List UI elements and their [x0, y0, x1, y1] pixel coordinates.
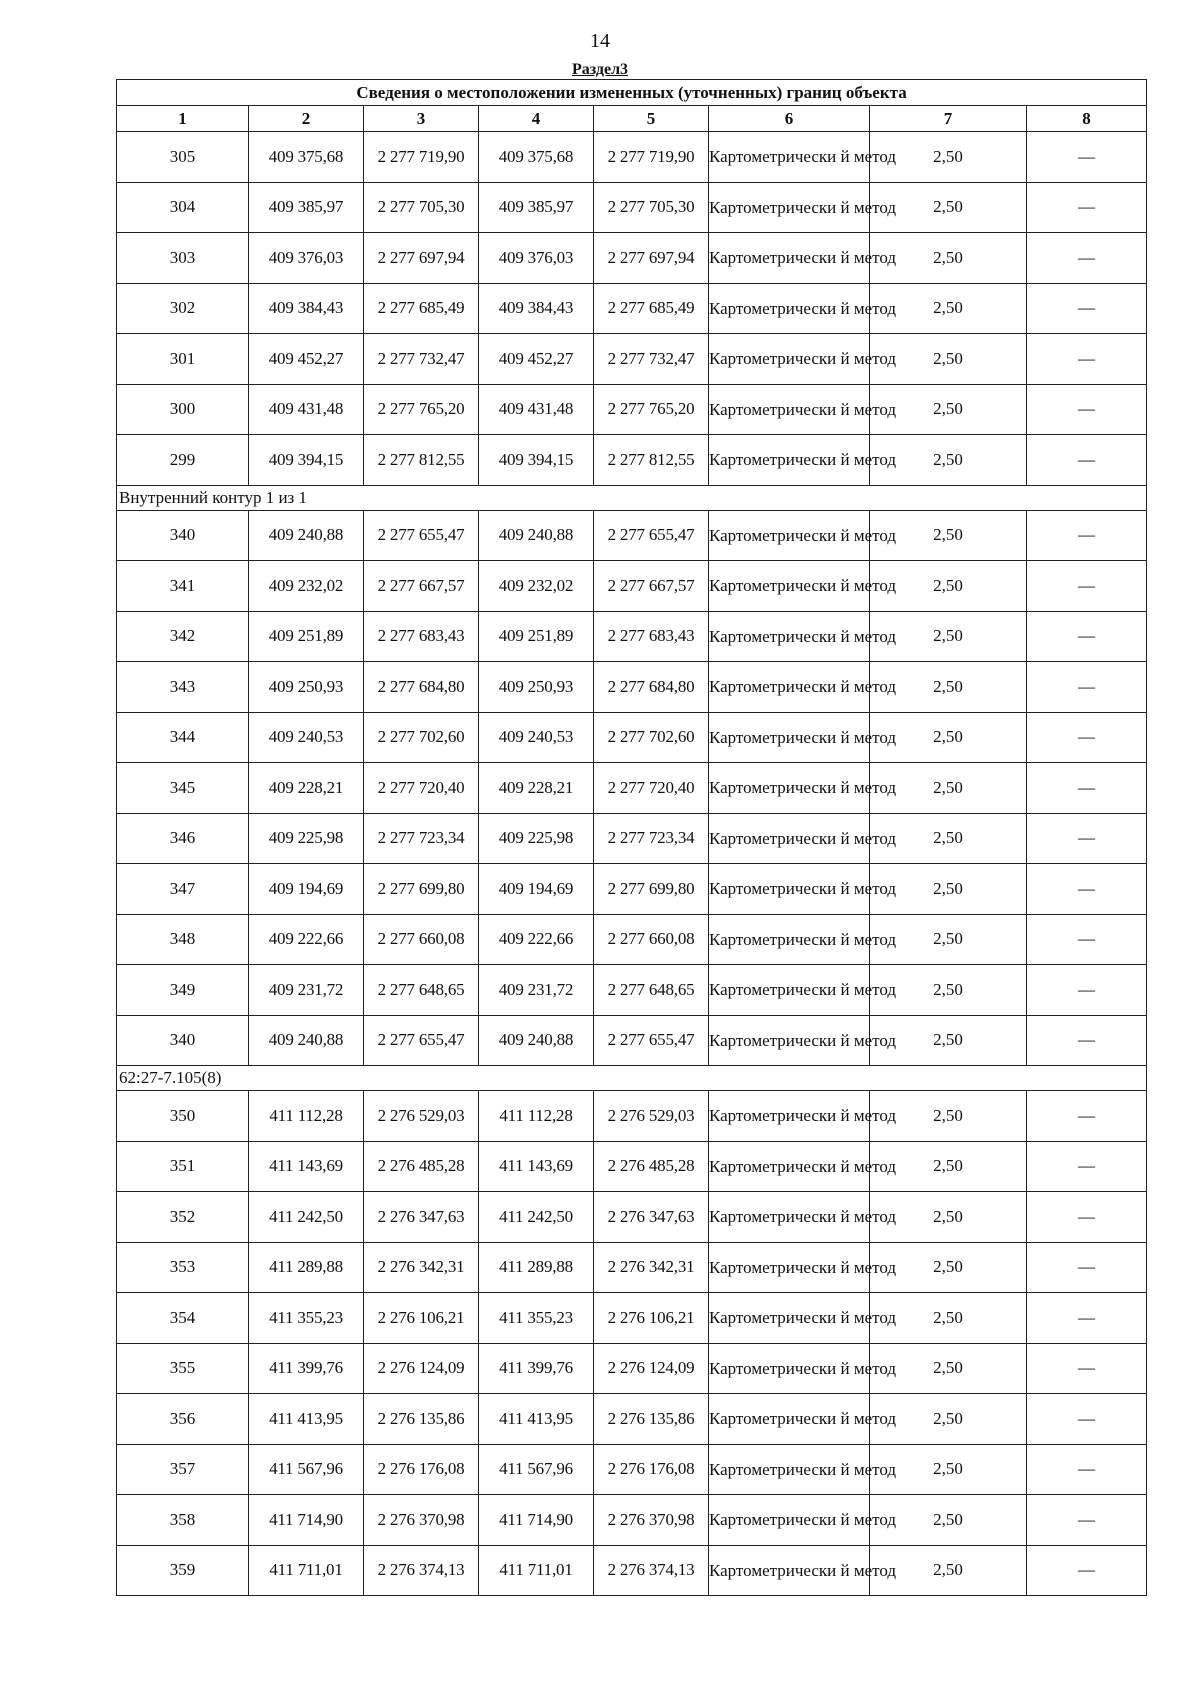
table-row	[117, 1293, 1147, 1344]
method-cell: Картометрически й метод	[709, 1444, 870, 1495]
x-new-cell: 411 112,28	[479, 1091, 594, 1142]
y-new-cell: 2 276 347,63	[594, 1192, 709, 1243]
accuracy-cell: 2,50	[870, 662, 1027, 713]
column-number: 3	[364, 106, 479, 132]
method-cell: Картометрически й метод	[709, 1545, 870, 1596]
contour-group-label: Внутренний контур 1 из 1	[117, 485, 1147, 510]
point-number-cell: 356	[117, 1394, 249, 1445]
method-cell: Картометрически й метод	[709, 435, 870, 486]
y-existing-cell: 2 277 655,47	[364, 1015, 479, 1066]
table-row	[117, 132, 1147, 183]
point-number-cell: 357	[117, 1444, 249, 1495]
method-cell: Картометрически й метод	[709, 611, 870, 662]
accuracy-cell: 2,50	[870, 132, 1027, 183]
y-new-cell: 2 276 370,98	[594, 1495, 709, 1546]
accuracy-cell: 2,50	[870, 1192, 1027, 1243]
x-existing-cell: 409 376,03	[249, 233, 364, 284]
y-existing-cell: 2 276 374,13	[364, 1545, 479, 1596]
x-existing-cell: 409 251,89	[249, 611, 364, 662]
y-existing-cell: 2 276 370,98	[364, 1495, 479, 1546]
x-existing-cell: 409 452,27	[249, 334, 364, 385]
y-existing-cell: 2 276 342,31	[364, 1242, 479, 1293]
table-row	[117, 334, 1147, 385]
table-row	[117, 1091, 1147, 1142]
x-new-cell: 409 394,15	[479, 435, 594, 486]
y-existing-cell: 2 277 812,55	[364, 435, 479, 486]
method-cell: Картометрически й метод	[709, 1192, 870, 1243]
point-number-cell: 354	[117, 1293, 249, 1344]
method-cell: Картометрически й метод	[709, 510, 870, 561]
x-new-cell: 409 232,02	[479, 561, 594, 612]
x-existing-cell: 411 399,76	[249, 1343, 364, 1394]
point-number-cell: 305	[117, 132, 249, 183]
y-new-cell: 2 277 719,90	[594, 132, 709, 183]
boundary-coordinates-table	[116, 79, 1147, 1596]
y-new-cell: 2 276 374,13	[594, 1545, 709, 1596]
description-cell: —	[1027, 1015, 1147, 1066]
y-new-cell: 2 277 812,55	[594, 435, 709, 486]
table-row	[117, 510, 1147, 561]
x-existing-cell: 411 413,95	[249, 1394, 364, 1445]
y-new-cell: 2 277 648,65	[594, 965, 709, 1016]
accuracy-cell: 2,50	[870, 561, 1027, 612]
accuracy-cell: 2,50	[870, 435, 1027, 486]
y-existing-cell: 2 277 723,34	[364, 813, 479, 864]
x-existing-cell: 411 714,90	[249, 1495, 364, 1546]
x-existing-cell: 411 355,23	[249, 1293, 364, 1344]
y-new-cell: 2 276 176,08	[594, 1444, 709, 1495]
y-existing-cell: 2 277 765,20	[364, 384, 479, 435]
table-row	[117, 435, 1147, 486]
accuracy-cell: 2,50	[870, 611, 1027, 662]
description-cell: —	[1027, 1545, 1147, 1596]
method-cell: Картометрически й метод	[709, 561, 870, 612]
method-cell: Картометрически й метод	[709, 182, 870, 233]
x-new-cell: 411 413,95	[479, 1394, 594, 1445]
y-existing-cell: 2 277 705,30	[364, 182, 479, 233]
x-new-cell: 411 711,01	[479, 1545, 594, 1596]
x-existing-cell: 409 228,21	[249, 763, 364, 814]
method-cell: Картометрически й метод	[709, 1495, 870, 1546]
accuracy-cell: 2,50	[870, 1343, 1027, 1394]
point-number-cell: 301	[117, 334, 249, 385]
table-row	[117, 1141, 1147, 1192]
y-new-cell: 2 277 697,94	[594, 233, 709, 284]
method-cell: Картометрически й метод	[709, 1394, 870, 1445]
y-new-cell: 2 277 655,47	[594, 510, 709, 561]
column-number: 2	[249, 106, 364, 132]
accuracy-cell: 2,50	[870, 1545, 1027, 1596]
x-new-cell: 409 231,72	[479, 965, 594, 1016]
table-row	[117, 813, 1147, 864]
x-existing-cell: 409 222,66	[249, 914, 364, 965]
y-new-cell: 2 277 655,47	[594, 1015, 709, 1066]
x-new-cell: 409 240,88	[479, 510, 594, 561]
x-existing-cell: 409 385,97	[249, 182, 364, 233]
description-cell: —	[1027, 662, 1147, 713]
accuracy-cell: 2,50	[870, 914, 1027, 965]
description-cell: —	[1027, 384, 1147, 435]
x-existing-cell: 411 143,69	[249, 1141, 364, 1192]
x-existing-cell: 411 289,88	[249, 1242, 364, 1293]
point-number-cell: 352	[117, 1192, 249, 1243]
method-cell: Картометрически й метод	[709, 1293, 870, 1344]
y-existing-cell: 2 276 529,03	[364, 1091, 479, 1142]
y-new-cell: 2 276 106,21	[594, 1293, 709, 1344]
point-number-cell: 340	[117, 1015, 249, 1066]
accuracy-cell: 2,50	[870, 510, 1027, 561]
description-cell: —	[1027, 132, 1147, 183]
x-new-cell: 411 355,23	[479, 1293, 594, 1344]
x-new-cell: 411 289,88	[479, 1242, 594, 1293]
method-cell: Картометрически й метод	[709, 1343, 870, 1394]
point-number-cell: 350	[117, 1091, 249, 1142]
point-number-cell: 341	[117, 561, 249, 612]
table-row	[117, 384, 1147, 435]
description-cell: —	[1027, 334, 1147, 385]
table-row	[117, 611, 1147, 662]
accuracy-cell: 2,50	[870, 1444, 1027, 1495]
y-existing-cell: 2 276 347,63	[364, 1192, 479, 1243]
description-cell: —	[1027, 1343, 1147, 1394]
y-new-cell: 2 277 702,60	[594, 712, 709, 763]
x-new-cell: 411 714,90	[479, 1495, 594, 1546]
table-row	[117, 561, 1147, 612]
section-title: Раздел3	[571, 61, 629, 78]
point-number-cell: 346	[117, 813, 249, 864]
point-number-cell: 344	[117, 712, 249, 763]
point-number-cell: 340	[117, 510, 249, 561]
y-new-cell: 2 277 732,47	[594, 334, 709, 385]
y-existing-cell: 2 277 702,60	[364, 712, 479, 763]
x-new-cell: 409 194,69	[479, 864, 594, 915]
x-new-cell: 409 240,88	[479, 1015, 594, 1066]
x-new-cell: 411 242,50	[479, 1192, 594, 1243]
y-existing-cell: 2 277 684,80	[364, 662, 479, 713]
y-existing-cell: 2 276 485,28	[364, 1141, 479, 1192]
method-cell: Картометрически й метод	[709, 1141, 870, 1192]
description-cell: —	[1027, 914, 1147, 965]
accuracy-cell: 2,50	[870, 1394, 1027, 1445]
x-existing-cell: 409 232,02	[249, 561, 364, 612]
x-existing-cell: 409 240,53	[249, 712, 364, 763]
accuracy-cell: 2,50	[870, 1015, 1027, 1066]
x-new-cell: 409 251,89	[479, 611, 594, 662]
y-new-cell: 2 277 720,40	[594, 763, 709, 814]
y-existing-cell: 2 276 106,21	[364, 1293, 479, 1344]
description-cell: —	[1027, 1192, 1147, 1243]
y-new-cell: 2 277 660,08	[594, 914, 709, 965]
table-row	[117, 233, 1147, 284]
x-new-cell: 409 225,98	[479, 813, 594, 864]
page-number: 14	[590, 30, 610, 52]
point-number-cell: 348	[117, 914, 249, 965]
description-cell: —	[1027, 1293, 1147, 1344]
x-new-cell: 409 240,53	[479, 712, 594, 763]
accuracy-cell: 2,50	[870, 1242, 1027, 1293]
x-new-cell: 409 376,03	[479, 233, 594, 284]
y-new-cell: 2 276 342,31	[594, 1242, 709, 1293]
y-existing-cell: 2 277 685,49	[364, 283, 479, 334]
column-number: 5	[594, 106, 709, 132]
point-number-cell: 358	[117, 1495, 249, 1546]
y-new-cell: 2 277 684,80	[594, 662, 709, 713]
table-row	[117, 914, 1147, 965]
method-cell: Картометрически й метод	[709, 233, 870, 284]
accuracy-cell: 2,50	[870, 334, 1027, 385]
point-number-cell: 355	[117, 1343, 249, 1394]
x-existing-cell: 409 250,93	[249, 662, 364, 713]
point-number-cell: 304	[117, 182, 249, 233]
accuracy-cell: 2,50	[870, 384, 1027, 435]
accuracy-cell: 2,50	[870, 283, 1027, 334]
description-cell: —	[1027, 712, 1147, 763]
y-existing-cell: 2 277 720,40	[364, 763, 479, 814]
contour-group-label: 62:27-7.105(8)	[117, 1066, 1147, 1091]
description-cell: —	[1027, 1091, 1147, 1142]
table-row	[117, 182, 1147, 233]
description-cell: —	[1027, 813, 1147, 864]
x-existing-cell: 409 375,68	[249, 132, 364, 183]
y-new-cell: 2 277 705,30	[594, 182, 709, 233]
x-existing-cell: 409 394,15	[249, 435, 364, 486]
y-existing-cell: 2 276 124,09	[364, 1343, 479, 1394]
method-cell: Картометрически й метод	[709, 132, 870, 183]
method-cell: Картометрически й метод	[709, 283, 870, 334]
x-new-cell: 409 431,48	[479, 384, 594, 435]
description-cell: —	[1027, 864, 1147, 915]
x-existing-cell: 411 567,96	[249, 1444, 364, 1495]
y-existing-cell: 2 277 683,43	[364, 611, 479, 662]
description-cell: —	[1027, 182, 1147, 233]
accuracy-cell: 2,50	[870, 1091, 1027, 1142]
method-cell: Картометрически й метод	[709, 384, 870, 435]
x-new-cell: 411 143,69	[479, 1141, 594, 1192]
y-existing-cell: 2 277 732,47	[364, 334, 479, 385]
accuracy-cell: 2,50	[870, 712, 1027, 763]
x-existing-cell: 409 194,69	[249, 864, 364, 915]
description-cell: —	[1027, 1141, 1147, 1192]
description-cell: —	[1027, 1495, 1147, 1546]
x-new-cell: 411 399,76	[479, 1343, 594, 1394]
point-number-cell: 343	[117, 662, 249, 713]
method-cell: Картометрически й метод	[709, 712, 870, 763]
table-row	[117, 965, 1147, 1016]
method-cell: Картометрически й метод	[709, 334, 870, 385]
x-new-cell: 409 384,43	[479, 283, 594, 334]
column-number: 8	[1027, 106, 1147, 132]
table-row	[117, 1545, 1147, 1596]
y-existing-cell: 2 276 176,08	[364, 1444, 479, 1495]
method-cell: Картометрически й метод	[709, 1091, 870, 1142]
description-cell: —	[1027, 283, 1147, 334]
x-new-cell: 409 250,93	[479, 662, 594, 713]
point-number-cell: 345	[117, 763, 249, 814]
x-existing-cell: 409 240,88	[249, 1015, 364, 1066]
y-existing-cell: 2 277 655,47	[364, 510, 479, 561]
y-new-cell: 2 277 765,20	[594, 384, 709, 435]
accuracy-cell: 2,50	[870, 763, 1027, 814]
description-cell: —	[1027, 1444, 1147, 1495]
point-number-cell: 303	[117, 233, 249, 284]
y-new-cell: 2 276 124,09	[594, 1343, 709, 1394]
y-new-cell: 2 276 135,86	[594, 1394, 709, 1445]
y-existing-cell: 2 277 697,94	[364, 233, 479, 284]
y-existing-cell: 2 277 667,57	[364, 561, 479, 612]
column-number: 7	[870, 106, 1027, 132]
x-new-cell: 409 452,27	[479, 334, 594, 385]
method-cell: Картометрически й метод	[709, 965, 870, 1016]
contour-group-row	[117, 485, 1147, 510]
table-row	[117, 662, 1147, 713]
accuracy-cell: 2,50	[870, 813, 1027, 864]
y-new-cell: 2 277 683,43	[594, 611, 709, 662]
method-cell: Картометрически й метод	[709, 1015, 870, 1066]
column-number: 6	[709, 106, 870, 132]
point-number-cell: 359	[117, 1545, 249, 1596]
accuracy-cell: 2,50	[870, 1141, 1027, 1192]
description-cell: —	[1027, 233, 1147, 284]
description-cell: —	[1027, 763, 1147, 814]
x-existing-cell: 411 242,50	[249, 1192, 364, 1243]
method-cell: Картометрически й метод	[709, 914, 870, 965]
description-cell: —	[1027, 1242, 1147, 1293]
y-existing-cell: 2 277 660,08	[364, 914, 479, 965]
column-number: 4	[479, 106, 594, 132]
table-row	[117, 283, 1147, 334]
accuracy-cell: 2,50	[870, 864, 1027, 915]
description-cell: —	[1027, 561, 1147, 612]
x-existing-cell: 409 431,48	[249, 384, 364, 435]
x-existing-cell: 409 240,88	[249, 510, 364, 561]
y-new-cell: 2 276 529,03	[594, 1091, 709, 1142]
accuracy-cell: 2,50	[870, 233, 1027, 284]
table-row	[117, 1444, 1147, 1495]
y-existing-cell: 2 276 135,86	[364, 1394, 479, 1445]
method-cell: Картометрически й метод	[709, 662, 870, 713]
table-row	[117, 1192, 1147, 1243]
x-new-cell: 409 228,21	[479, 763, 594, 814]
x-new-cell: 411 567,96	[479, 1444, 594, 1495]
contour-group-row	[117, 1066, 1147, 1091]
x-existing-cell: 411 711,01	[249, 1545, 364, 1596]
x-existing-cell: 409 225,98	[249, 813, 364, 864]
point-number-cell: 342	[117, 611, 249, 662]
method-cell: Картометрически й метод	[709, 864, 870, 915]
point-number-cell: 351	[117, 1141, 249, 1192]
y-new-cell: 2 277 723,34	[594, 813, 709, 864]
y-new-cell: 2 277 667,57	[594, 561, 709, 612]
accuracy-cell: 2,50	[870, 965, 1027, 1016]
column-number: 1	[117, 106, 249, 132]
accuracy-cell: 2,50	[870, 182, 1027, 233]
point-number-cell: 300	[117, 384, 249, 435]
description-cell: —	[1027, 510, 1147, 561]
table-caption: Сведения о местоположении измененных (уточненных) границ объекта	[117, 80, 1147, 106]
point-number-cell: 299	[117, 435, 249, 486]
point-number-cell: 349	[117, 965, 249, 1016]
table-row	[117, 864, 1147, 915]
table-row	[117, 763, 1147, 814]
y-new-cell: 2 277 685,49	[594, 283, 709, 334]
method-cell: Картометрически й метод	[709, 1242, 870, 1293]
y-existing-cell: 2 277 648,65	[364, 965, 479, 1016]
table-body	[117, 132, 1147, 1596]
table-row	[117, 1394, 1147, 1445]
point-number-cell: 353	[117, 1242, 249, 1293]
x-existing-cell: 411 112,28	[249, 1091, 364, 1142]
table-row	[117, 1495, 1147, 1546]
accuracy-cell: 2,50	[870, 1495, 1027, 1546]
point-number-cell: 302	[117, 283, 249, 334]
table-row	[117, 1015, 1147, 1066]
method-cell: Картометрически й метод	[709, 763, 870, 814]
y-existing-cell: 2 277 719,90	[364, 132, 479, 183]
x-new-cell: 409 385,97	[479, 182, 594, 233]
method-cell: Картометрически й метод	[709, 813, 870, 864]
description-cell: —	[1027, 965, 1147, 1016]
x-existing-cell: 409 384,43	[249, 283, 364, 334]
description-cell: —	[1027, 611, 1147, 662]
column-number-row	[117, 106, 1147, 132]
y-new-cell: 2 276 485,28	[594, 1141, 709, 1192]
accuracy-cell: 2,50	[870, 1293, 1027, 1344]
y-new-cell: 2 277 699,80	[594, 864, 709, 915]
table-row	[117, 1343, 1147, 1394]
x-new-cell: 409 375,68	[479, 132, 594, 183]
table-row	[117, 1242, 1147, 1293]
x-existing-cell: 409 231,72	[249, 965, 364, 1016]
description-cell: —	[1027, 1394, 1147, 1445]
x-new-cell: 409 222,66	[479, 914, 594, 965]
table-row	[117, 712, 1147, 763]
description-cell: —	[1027, 435, 1147, 486]
point-number-cell: 347	[117, 864, 249, 915]
y-existing-cell: 2 277 699,80	[364, 864, 479, 915]
